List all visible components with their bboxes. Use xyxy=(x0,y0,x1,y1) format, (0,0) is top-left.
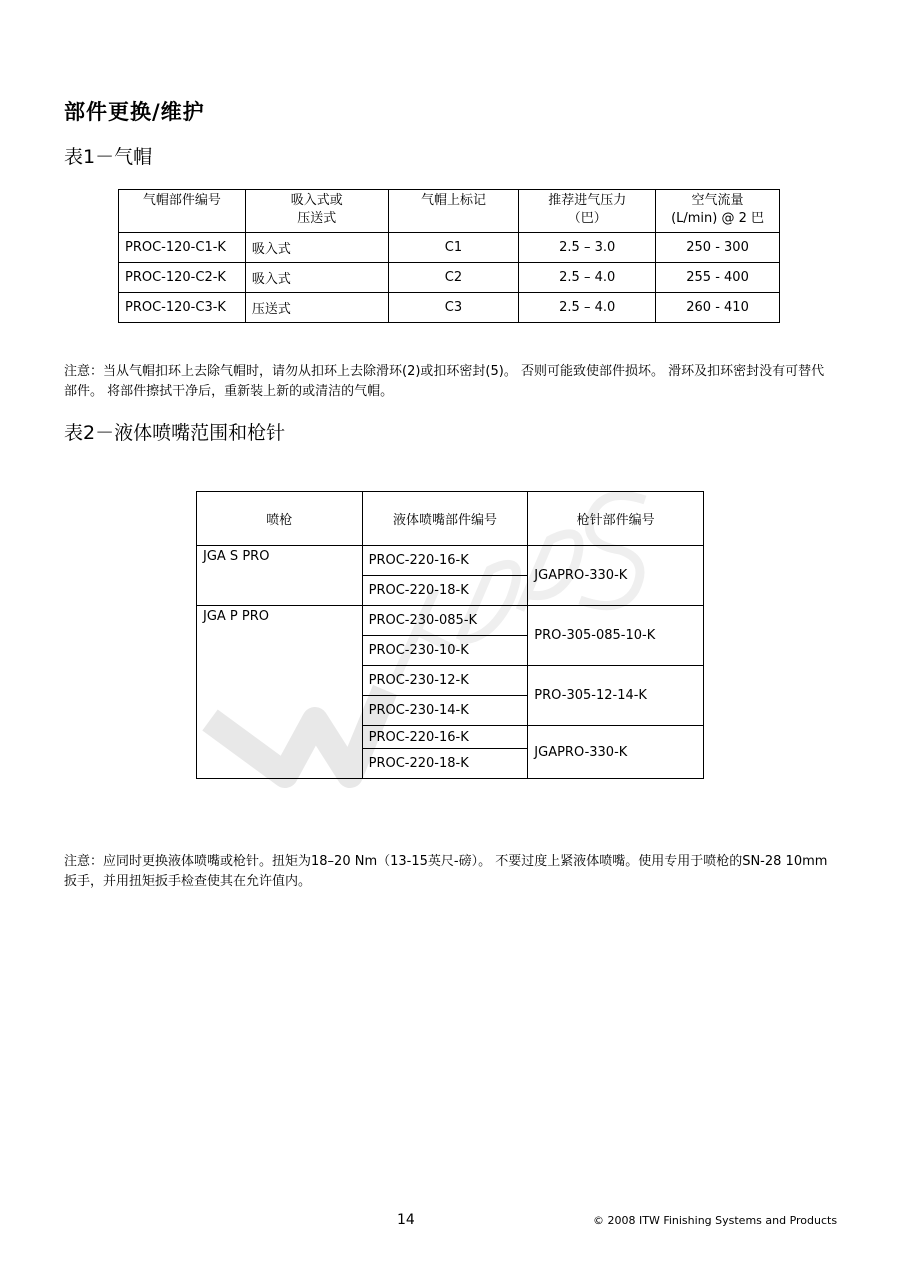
column-header: 枪针部件编号 xyxy=(528,492,704,546)
airflow-cell: 255 - 400 xyxy=(656,263,780,293)
nozzle-cell: PROC-230-085-K xyxy=(362,606,528,636)
page-number: 14 xyxy=(397,1212,415,1228)
type-cell: 吸入式 xyxy=(245,263,388,293)
part-number-cell: PROC-120-C2-K xyxy=(119,263,246,293)
part-number-cell: PROC-120-C1-K xyxy=(119,233,246,263)
part-number-cell: PROC-120-C3-K xyxy=(119,293,246,323)
nozzle-cell: PROC-220-18-K xyxy=(362,576,528,606)
nozzle-cell: PROC-220-16-K xyxy=(362,546,528,576)
note-air-cap: 注意：当从气帽扣环上去除气帽时，请勿从扣环上去除滑环(2)或扣环密封(5)。 否则可能致使部件损坏。 滑环及扣环密封没有可替代部件。 将部件擦拭干净后，重新装上新的或清洁的气帽。 xyxy=(64,364,825,399)
table-row xyxy=(197,606,704,636)
nozzle-needle-table xyxy=(196,491,704,779)
column-header: 气帽上标记 xyxy=(388,190,519,233)
type-cell: 压送式 xyxy=(245,293,388,323)
table-row xyxy=(197,546,704,576)
nozzle-cell: PROC-220-16-K xyxy=(362,726,528,749)
airflow-cell: 250 - 300 xyxy=(656,233,780,263)
table-header-row xyxy=(119,190,780,233)
copyright-text: © 2008 ITW Finishing Systems and Products xyxy=(593,1214,838,1227)
pressure-cell: 2.5 – 4.0 xyxy=(519,263,656,293)
needle-cell: PRO-305-12-14-K xyxy=(528,666,704,726)
marking-cell: C3 xyxy=(388,293,519,323)
column-header: 推荐进气压力 （巴） xyxy=(519,190,656,233)
column-header: 气帽部件编号 xyxy=(119,190,246,233)
table-header-row xyxy=(197,492,704,546)
table-row xyxy=(119,263,780,293)
column-header: 液体喷嘴部件编号 xyxy=(362,492,528,546)
air-cap-table xyxy=(118,189,780,323)
needle-cell: PRO-305-085-10-K xyxy=(528,606,704,666)
gun-cell: JGA P PRO xyxy=(197,606,363,779)
nozzle-cell: PROC-220-18-K xyxy=(362,749,528,779)
column-header: 喷枪 xyxy=(197,492,363,546)
table-row xyxy=(119,293,780,323)
nozzle-cell: PROC-230-12-K xyxy=(362,666,528,696)
nozzle-cell: PROC-230-14-K xyxy=(362,696,528,726)
type-cell: 吸入式 xyxy=(245,233,388,263)
pressure-cell: 2.5 – 4.0 xyxy=(519,293,656,323)
pressure-cell: 2.5 – 3.0 xyxy=(519,233,656,263)
note-nozzle: 注意：应同时更换液体喷嘴或枪针。扭矩为18–20 Nm（13-15英尺-磅）。 不要过度上紧液体喷嘴。使用专用于喷枪的SN-28 10mm扳手，并用扭矩扳手检查使其在允许值内。 xyxy=(64,854,828,889)
table1-caption: 表1－气帽 xyxy=(64,146,153,168)
nozzle-cell: PROC-230-10-K xyxy=(362,636,528,666)
needle-cell: JGAPRO-330-K xyxy=(528,546,704,606)
airflow-cell: 260 - 410 xyxy=(656,293,780,323)
column-header: 空气流量 (L/min) @ 2 巴 xyxy=(656,190,780,233)
gun-cell: JGA S PRO xyxy=(197,546,363,606)
page-heading: 部件更换/维护 xyxy=(64,100,205,124)
column-header: 吸入式或 压送式 xyxy=(245,190,388,233)
marking-cell: C1 xyxy=(388,233,519,263)
marking-cell: C2 xyxy=(388,263,519,293)
table2-caption: 表2－液体喷嘴范围和枪针 xyxy=(64,422,286,444)
needle-cell: JGAPRO-330-K xyxy=(528,726,704,779)
table-row xyxy=(119,233,780,263)
